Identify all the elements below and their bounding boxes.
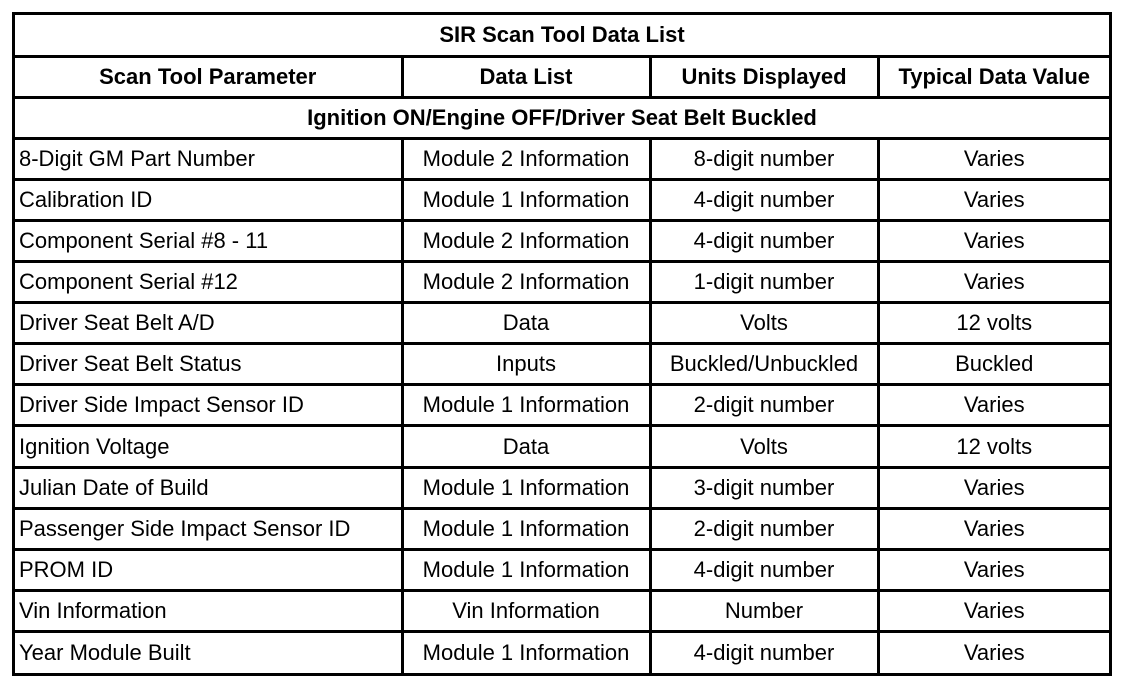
data-list-cell: Module 1 Information: [402, 467, 650, 508]
parameter-cell: Year Module Built: [15, 632, 402, 673]
parameter-cell: Ignition Voltage: [15, 426, 402, 467]
header-scan-tool-parameter: Scan Tool Parameter: [15, 56, 402, 97]
typical-value-cell: Varies: [878, 591, 1109, 632]
units-cell: Volts: [650, 303, 878, 344]
typical-value-cell: Buckled: [878, 344, 1109, 385]
table-row: [15, 549, 1109, 590]
table-row: [15, 385, 1109, 426]
parameter-cell: Julian Date of Build: [15, 467, 402, 508]
typical-value-cell: Varies: [878, 179, 1109, 220]
typical-value-cell: 12 volts: [878, 303, 1109, 344]
condition-row: [15, 97, 1109, 138]
typical-value-cell: Varies: [878, 220, 1109, 261]
typical-value-cell: 12 volts: [878, 426, 1109, 467]
parameter-cell: Component Serial #12: [15, 261, 402, 302]
units-cell: Buckled/Unbuckled: [650, 344, 878, 385]
data-list-cell: Data: [402, 303, 650, 344]
data-list-cell: Data: [402, 426, 650, 467]
parameter-cell: Passenger Side Impact Sensor ID: [15, 508, 402, 549]
table-row: [15, 344, 1109, 385]
table-row: [15, 220, 1109, 261]
data-list-cell: Module 1 Information: [402, 385, 650, 426]
typical-value-cell: Varies: [878, 385, 1109, 426]
parameter-cell: Calibration ID: [15, 179, 402, 220]
units-cell: 4-digit number: [650, 220, 878, 261]
table-row: [15, 303, 1109, 344]
table-body: [15, 138, 1109, 673]
table-title: SIR Scan Tool Data List: [15, 15, 1109, 56]
units-cell: 2-digit number: [650, 508, 878, 549]
units-cell: Volts: [650, 426, 878, 467]
header-data-list: Data List: [402, 56, 650, 97]
units-cell: 4-digit number: [650, 179, 878, 220]
units-cell: 1-digit number: [650, 261, 878, 302]
data-list-cell: Inputs: [402, 344, 650, 385]
parameter-cell: PROM ID: [15, 549, 402, 590]
parameter-cell: Vin Information: [15, 591, 402, 632]
parameter-cell: Driver Seat Belt A/D: [15, 303, 402, 344]
table-row: [15, 508, 1109, 549]
table-row: [15, 138, 1109, 179]
units-cell: 2-digit number: [650, 385, 878, 426]
test-condition: Ignition ON/Engine OFF/Driver Seat Belt Buckled: [15, 97, 1109, 138]
units-cell: 4-digit number: [650, 549, 878, 590]
typical-value-cell: Varies: [878, 508, 1109, 549]
header-units-displayed: Units Displayed: [650, 56, 878, 97]
data-list-cell: Module 1 Information: [402, 179, 650, 220]
data-list-cell: Module 1 Information: [402, 549, 650, 590]
table-row: [15, 591, 1109, 632]
typical-value-cell: Varies: [878, 549, 1109, 590]
parameter-cell: Driver Side Impact Sensor ID: [15, 385, 402, 426]
table-row: [15, 426, 1109, 467]
parameter-cell: Component Serial #8 - 11: [15, 220, 402, 261]
data-list-cell: Vin Information: [402, 591, 650, 632]
typical-value-cell: Varies: [878, 467, 1109, 508]
table-row: [15, 632, 1109, 673]
data-list-cell: Module 2 Information: [402, 138, 650, 179]
data-list-cell: Module 1 Information: [402, 508, 650, 549]
parameter-cell: Driver Seat Belt Status: [15, 344, 402, 385]
units-cell: 8-digit number: [650, 138, 878, 179]
data-list-cell: Module 2 Information: [402, 261, 650, 302]
data-list-table-frame: [12, 12, 1112, 676]
table-row: [15, 467, 1109, 508]
units-cell: 4-digit number: [650, 632, 878, 673]
table-row: [15, 261, 1109, 302]
table-row: [15, 179, 1109, 220]
table-title-row: [15, 15, 1109, 56]
parameter-cell: 8-Digit GM Part Number: [15, 138, 402, 179]
typical-value-cell: Varies: [878, 138, 1109, 179]
column-header-row: [15, 56, 1109, 97]
sir-data-list-table: [15, 15, 1109, 673]
data-list-cell: Module 1 Information: [402, 632, 650, 673]
units-cell: Number: [650, 591, 878, 632]
typical-value-cell: Varies: [878, 261, 1109, 302]
units-cell: 3-digit number: [650, 467, 878, 508]
data-list-cell: Module 2 Information: [402, 220, 650, 261]
header-typical-data-value: Typical Data Value: [878, 56, 1109, 97]
typical-value-cell: Varies: [878, 632, 1109, 673]
